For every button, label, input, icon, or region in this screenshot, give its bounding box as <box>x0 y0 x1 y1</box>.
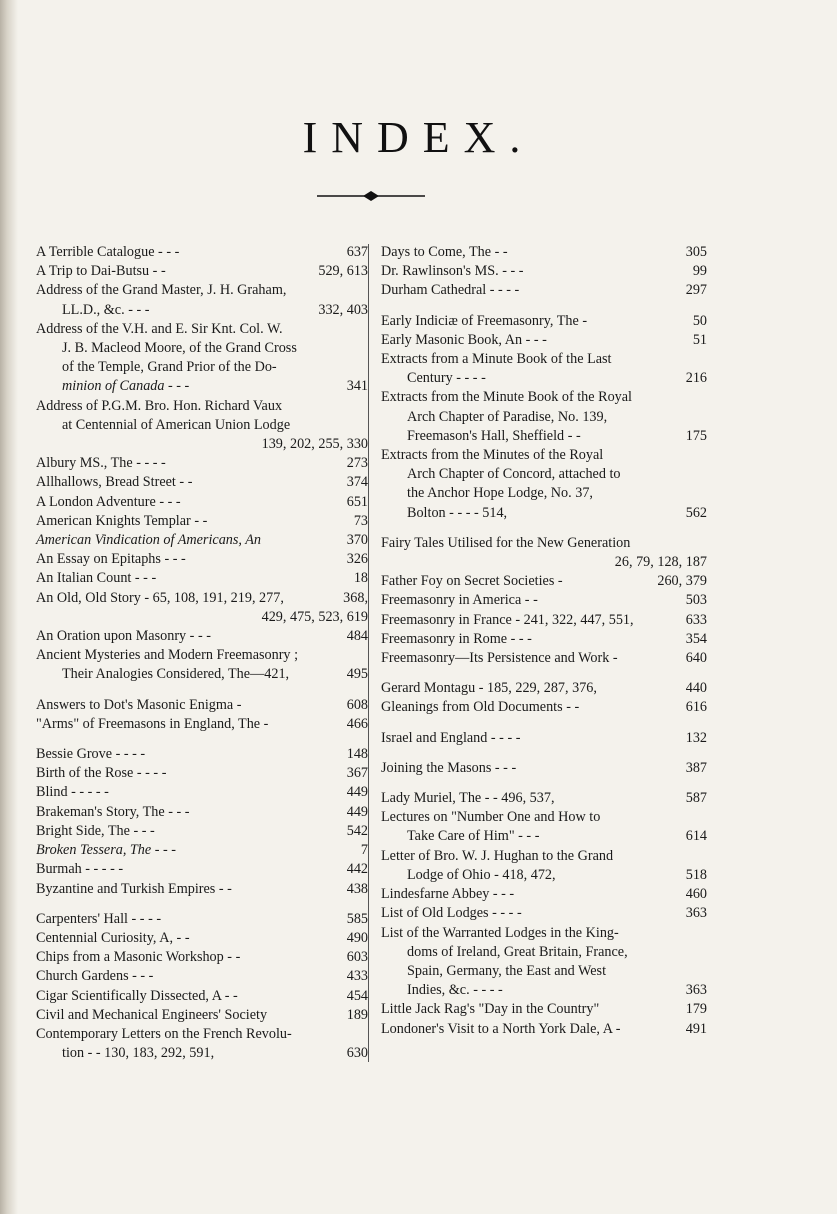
index-entry <box>381 904 707 923</box>
entry-pages <box>701 962 707 981</box>
entry-pages: 603 <box>346 949 368 966</box>
entry-text: Bolton - - - - 514, <box>407 504 508 521</box>
index-entry-line <box>36 929 368 948</box>
entry-pages: 454 <box>346 987 368 1004</box>
entry-pages: 216 <box>685 370 707 387</box>
index-entry-line <box>36 569 368 588</box>
index-entry-line <box>381 388 707 407</box>
index-entry-line <box>36 987 368 1006</box>
index-entry-line <box>36 745 368 764</box>
index-entry-line <box>381 369 707 388</box>
index-entry <box>381 572 707 591</box>
entry-pages: 363 <box>685 905 707 922</box>
binding-shadow <box>0 0 18 1214</box>
index-entry-line <box>36 948 368 967</box>
entry-pages: 132 <box>685 729 707 746</box>
entry-text: Carpenters' Hall - - - - <box>36 910 162 927</box>
entry-pages: 370 <box>346 532 368 549</box>
entry-pages <box>701 808 707 827</box>
entry-text: Durham Cathedral - - - - <box>381 282 520 299</box>
entry-pages: 630 <box>346 1045 368 1062</box>
entry-text: Early Masonic Book, An - - - <box>381 331 547 348</box>
index-entry-line <box>381 427 707 446</box>
entry-pages <box>701 924 707 943</box>
entry-pages: 460 <box>685 886 707 903</box>
section-gap <box>36 899 368 910</box>
index-entry <box>381 847 707 885</box>
index-entry-line <box>381 611 707 630</box>
entry-pages: 179 <box>685 1001 707 1018</box>
index-entry-line <box>381 1000 707 1019</box>
index-column-right <box>381 243 707 1039</box>
entry-text: Lectures on "Number One and How to <box>381 809 601 826</box>
entry-text: An Italian Count - - - <box>36 570 157 587</box>
index-entry-line <box>36 696 368 715</box>
entry-pages: 585 <box>346 910 368 927</box>
entry-text: Bright Side, The - - - <box>36 822 155 839</box>
index-entry-line <box>381 484 707 503</box>
entry-pages: 440 <box>685 680 707 697</box>
index-entry-line <box>36 531 368 550</box>
index-entry-line <box>36 646 368 665</box>
entry-text: Blind - - - - - <box>36 784 109 801</box>
index-entry-line <box>36 473 368 492</box>
index-entry <box>381 262 707 281</box>
index-entry <box>36 803 368 822</box>
index-entry <box>36 627 368 646</box>
index-entry-line <box>36 783 368 802</box>
index-entry <box>36 589 368 627</box>
index-entry <box>381 808 707 846</box>
entry-pages <box>701 465 707 484</box>
index-entry <box>36 1006 368 1025</box>
index-entry <box>36 493 368 512</box>
entry-text: Extracts from the Minutes of the Royal <box>381 447 604 464</box>
index-entry-line <box>36 665 368 684</box>
index-entry-line <box>381 553 707 572</box>
page-title: INDEX. <box>302 113 535 162</box>
index-entry-line <box>381 827 707 846</box>
index-entry <box>36 929 368 948</box>
entry-text: Letter of Bro. W. J. Hughan to the Grand <box>381 847 614 864</box>
entry-text: Church Gardens - - - <box>36 968 154 985</box>
index-entry-line <box>381 866 707 885</box>
entry-pages: 562 <box>685 504 707 521</box>
index-entry <box>381 312 707 331</box>
index-entry <box>36 880 368 899</box>
entry-text: Birth of the Rose - - - - <box>36 765 167 782</box>
entry-pages: 449 <box>346 803 368 820</box>
index-entry-line <box>381 591 707 610</box>
entry-pages: 637 <box>346 244 368 260</box>
entry-pages: 139, 202, 255, 330 <box>261 436 368 453</box>
index-entry-line <box>381 698 707 717</box>
section-gap <box>381 523 707 534</box>
index-entry <box>381 331 707 350</box>
index-entry <box>36 531 368 550</box>
entry-pages: 449 <box>346 784 368 801</box>
entry-pages <box>701 446 707 465</box>
index-entry <box>36 841 368 860</box>
entry-pages: 616 <box>685 699 707 716</box>
index-entry-line <box>381 630 707 649</box>
entry-pages: 503 <box>685 592 707 609</box>
index-entry <box>36 262 368 281</box>
index-entry <box>36 512 368 531</box>
entry-text: doms of Ireland, Great Britain, France, <box>407 943 628 960</box>
entry-pages: 332, 403 <box>318 301 368 318</box>
index-entry-line <box>381 789 707 808</box>
index-entry <box>381 924 707 1001</box>
index-entry-line <box>36 803 368 822</box>
entry-text: List of Old Lodges - - - - <box>381 905 522 922</box>
index-entry-line <box>381 262 707 281</box>
entry-pages: 363 <box>685 982 707 999</box>
entry-pages <box>701 484 707 503</box>
index-entry-line <box>381 729 707 748</box>
index-entry-line <box>36 339 368 358</box>
index-entry <box>36 550 368 569</box>
entry-text: American Knights Templar - - <box>36 512 208 529</box>
entry-text: Take Care of Him" - - - <box>407 828 540 845</box>
entry-pages: 429, 475, 523, 619 <box>261 608 368 625</box>
index-entry-line <box>381 465 707 484</box>
index-entry-line <box>36 860 368 879</box>
entry-pages: 614 <box>685 828 707 845</box>
entry-text: of the Temple, Grand Prior of the Do- <box>62 359 277 376</box>
index-entry-line <box>381 981 707 1000</box>
entry-text: An Oration upon Masonry - - - <box>36 628 211 645</box>
column-divider <box>368 244 369 1062</box>
entry-pages <box>701 534 707 553</box>
entry-pages: 7 <box>360 842 368 859</box>
entry-text: Their Analogies Considered, The—421, <box>62 666 290 683</box>
index-entry-line <box>36 435 368 454</box>
entry-pages: 490 <box>346 929 368 946</box>
entry-text: Lindesfarne Abbey - - - <box>381 886 515 903</box>
entry-pages: 305 <box>685 244 707 260</box>
entry-text: Father Foy on Secret Societies - <box>381 573 563 590</box>
index-entry-line <box>36 841 368 860</box>
section-gap <box>381 301 707 312</box>
index-entry-line <box>381 572 707 591</box>
index-entry-line <box>36 1006 368 1025</box>
index-entry-line <box>36 320 368 339</box>
entry-text: Cigar Scientifically Dissected, A - - <box>36 987 238 1004</box>
entry-pages: 273 <box>346 455 368 472</box>
entry-text: minion of Canada - - - <box>62 378 190 395</box>
section-gap <box>381 748 707 759</box>
entry-pages: 608 <box>346 696 368 713</box>
entry-text: Extracts from a Minute Book of the Last <box>381 351 612 368</box>
index-entry <box>381 591 707 610</box>
entry-text: Bessie Grove - - - - <box>36 746 146 763</box>
entry-text: A Trip to Dai-Butsu - - <box>36 263 166 280</box>
entry-text: Allhallows, Bread Street - - <box>36 474 193 491</box>
section-gap <box>381 718 707 729</box>
entry-text: Early Indiciæ of Freemasonry, The - <box>381 312 588 329</box>
index-entry <box>381 1000 707 1019</box>
entry-text: Address of the Grand Master, J. H. Graham, <box>36 282 287 299</box>
entry-text: Contemporary Letters on the French Revolu- <box>36 1025 292 1042</box>
entry-pages: 175 <box>685 427 707 444</box>
index-entry-line <box>36 589 368 608</box>
entry-text: A Terrible Catalogue - - - <box>36 244 180 260</box>
index-entry-line <box>36 764 368 783</box>
index-entry <box>381 885 707 904</box>
index-entry-line <box>381 679 707 698</box>
index-entry <box>381 611 707 630</box>
entry-text: Spain, Germany, the East and West <box>407 962 607 979</box>
entry-text: An Old, Old Story - 65, 108, 191, 219, 277, <box>36 589 284 606</box>
index-entry <box>381 630 707 649</box>
entry-text: Byzantine and Turkish Empires - - <box>36 880 232 897</box>
entry-text: Little Jack Rag's "Day in the Country" <box>381 1001 600 1018</box>
index-entry-line <box>381 331 707 350</box>
index-entry-line <box>381 649 707 668</box>
entry-text: Londoner's Visit to a North York Dale, A - <box>381 1020 621 1037</box>
index-entry <box>36 764 368 783</box>
index-entry <box>36 822 368 841</box>
entry-text: Israel and England - - - - <box>381 729 521 746</box>
index-entry <box>36 715 368 734</box>
index-entry <box>36 783 368 802</box>
index-entry <box>381 446 707 523</box>
entry-text: the Anchor Hope Lodge, No. 37, <box>407 485 593 502</box>
index-entry <box>36 281 368 319</box>
entry-pages: 326 <box>346 551 368 568</box>
index-entry <box>381 243 707 262</box>
entry-text: Fairy Tales Utilised for the New Generation <box>381 534 631 551</box>
index-entry <box>36 948 368 967</box>
entry-pages: 495 <box>346 666 368 683</box>
entry-pages: 50 <box>692 312 707 329</box>
index-entry-line <box>36 493 368 512</box>
index-entry-line <box>36 967 368 986</box>
entry-pages <box>701 408 707 427</box>
entry-text: Centennial Curiosity, A, - - <box>36 929 190 946</box>
entry-pages: 51 <box>692 331 707 348</box>
entry-text: LL.D., &c. - - - <box>62 301 150 318</box>
entry-pages: 367 <box>346 765 368 782</box>
index-entry <box>36 987 368 1006</box>
entry-text: Gleanings from Old Documents - - <box>381 699 580 716</box>
entry-text: "Arms" of Freemasons in England, The - <box>36 715 269 732</box>
index-entry-line <box>381 446 707 465</box>
index-entry-line <box>36 512 368 531</box>
index-entry-line <box>381 408 707 427</box>
entry-pages: 466 <box>346 715 368 732</box>
index-entry <box>36 860 368 879</box>
entry-text: Ancient Mysteries and Modern Freemasonry ; <box>36 647 299 664</box>
entry-text: Arch Chapter of Paradise, No. 139, <box>407 408 608 425</box>
index-entry <box>381 759 707 778</box>
index-entry-line <box>36 377 368 396</box>
index-entry-line <box>381 885 707 904</box>
entry-pages: 484 <box>346 628 368 645</box>
entry-text: Chips from a Masonic Workshop - - <box>36 949 241 966</box>
index-entry-line <box>36 454 368 473</box>
entry-pages: 73 <box>353 512 368 529</box>
index-entry-line <box>36 550 368 569</box>
index-entry <box>36 569 368 588</box>
entry-text: Freemasonry in America - - <box>381 592 538 609</box>
entry-pages: 368, <box>343 589 368 606</box>
entry-text: Lodge of Ohio - 418, 472, <box>407 866 556 883</box>
entry-pages <box>701 943 707 962</box>
index-entry-line <box>36 416 368 435</box>
entry-pages: 587 <box>685 790 707 807</box>
index-entry <box>36 1025 368 1063</box>
index-entry-line <box>36 243 368 262</box>
entry-pages: 442 <box>346 861 368 878</box>
index-entry <box>36 320 368 397</box>
index-entry-line <box>381 312 707 331</box>
index-entry <box>381 350 707 388</box>
entry-text: Address of the V.H. and E. Sir Knt. Col. W. <box>36 320 283 337</box>
entry-pages: 148 <box>346 746 368 763</box>
index-entry-line <box>381 808 707 827</box>
index-entry <box>381 729 707 748</box>
entry-pages <box>701 350 707 369</box>
index-entry-line <box>36 397 368 416</box>
entry-pages: 189 <box>346 1006 368 1023</box>
entry-pages: 640 <box>685 650 707 667</box>
entry-text: Dr. Rawlinson's MS. - - - <box>381 263 524 280</box>
entry-text: Freemasonry in France - 241, 322, 447, 551, <box>381 611 634 628</box>
index-entry <box>36 745 368 764</box>
entry-text: Answers to Dot's Masonic Enigma - <box>36 696 242 713</box>
entry-text: List of the Warranted Lodges in the King- <box>381 924 619 941</box>
index-entry <box>36 454 368 473</box>
index-entry <box>36 473 368 492</box>
entry-pages: 633 <box>685 611 707 628</box>
entry-pages: 297 <box>685 282 707 299</box>
index-entry-line <box>36 880 368 899</box>
section-gap <box>381 668 707 679</box>
entry-text: Albury MS., The - - - - <box>36 455 166 472</box>
index-entry-line <box>381 243 707 262</box>
entry-text: Gerard Montagu - 185, 229, 287, 376, <box>381 680 597 697</box>
index-entry-line <box>381 962 707 981</box>
index-entry-line <box>36 301 368 320</box>
index-entry-line <box>36 715 368 734</box>
entry-text: tion - - 130, 183, 292, 591, <box>62 1045 215 1062</box>
entry-pages: 18 <box>353 570 368 587</box>
entry-text: A London Adventure - - - <box>36 493 181 510</box>
entry-text: J. B. Macleod Moore, of the Grand Cross <box>62 340 297 357</box>
index-entry <box>381 1020 707 1039</box>
index-entry-line <box>381 904 707 923</box>
entry-text: Burmah - - - - - <box>36 861 124 878</box>
index-entry-line <box>36 608 368 627</box>
index-entry-line <box>381 943 707 962</box>
index-entry-line <box>36 1025 368 1044</box>
index-entry-line <box>381 281 707 300</box>
entry-pages: 260, 379 <box>657 573 707 590</box>
entry-pages: 99 <box>692 263 707 280</box>
entry-text: Freemasonry in Rome - - - <box>381 630 532 647</box>
entry-text: Brakeman's Story, The - - - <box>36 803 190 820</box>
index-entry-line <box>381 924 707 943</box>
entry-text: Civil and Mechanical Engineers' Society <box>36 1006 268 1023</box>
index-entry <box>381 679 707 698</box>
entry-pages: 26, 79, 128, 187 <box>614 554 707 571</box>
index-entry <box>381 534 707 572</box>
section-gap <box>381 778 707 789</box>
entry-text: American Vindication of Americans, An <box>36 532 261 549</box>
index-entry-line <box>381 1020 707 1039</box>
index-entry-line <box>36 281 368 300</box>
index-entry-line <box>36 1044 368 1063</box>
entry-text: Extracts from the Minute Book of the Royal <box>381 389 632 406</box>
index-entry <box>381 789 707 808</box>
index-entry <box>381 649 707 668</box>
index-entry-line <box>36 910 368 929</box>
divider-ornament-icon <box>311 188 431 204</box>
index-entry <box>381 698 707 717</box>
index-entry <box>36 397 368 455</box>
index-entry <box>36 243 368 262</box>
entry-text: Arch Chapter of Concord, attached to <box>407 466 621 483</box>
entry-pages <box>701 388 707 407</box>
entry-text: Freemasonry—Its Persistence and Work - <box>381 650 618 667</box>
index-entry <box>381 281 707 300</box>
index-entry-line <box>381 534 707 553</box>
entry-pages: 651 <box>346 493 368 510</box>
index-entry <box>36 646 368 684</box>
index-entry-line <box>381 759 707 778</box>
section-gap <box>36 734 368 745</box>
section-gap <box>36 685 368 696</box>
entry-pages: 341 <box>346 378 368 395</box>
entry-pages: 374 <box>346 474 368 491</box>
entry-text: Joining the Masons - - - <box>381 759 517 776</box>
entry-pages: 438 <box>346 880 368 897</box>
index-entry-line <box>381 504 707 523</box>
entry-text: Indies, &c. - - - - <box>407 982 503 999</box>
index-entry <box>381 388 707 446</box>
entry-text: Lady Muriel, The - - 496, 537, <box>381 790 555 807</box>
entry-pages: 491 <box>685 1020 707 1037</box>
index-entry-line <box>36 822 368 841</box>
index-column-left <box>36 243 368 1063</box>
index-entry-line <box>36 262 368 281</box>
index-entry-line <box>381 350 707 369</box>
entry-text: at Centennial of American Union Lodge <box>62 416 291 433</box>
entry-pages: 542 <box>346 822 368 839</box>
index-entry-line <box>36 627 368 646</box>
entry-pages: 518 <box>685 866 707 883</box>
index-entry <box>36 696 368 715</box>
entry-pages: 433 <box>346 968 368 985</box>
entry-pages <box>701 847 707 866</box>
entry-pages: 387 <box>685 759 707 776</box>
entry-text: An Essay on Epitaphs - - - <box>36 551 186 568</box>
entry-text: Freemason's Hall, Sheffield - - <box>407 427 581 444</box>
index-entry-line <box>36 358 368 377</box>
entry-text: Address of P.G.M. Bro. Hon. Richard Vaux <box>36 397 283 414</box>
index-entry <box>36 910 368 929</box>
index-entry-line <box>381 847 707 866</box>
entry-pages: 354 <box>685 630 707 647</box>
entry-text: Century - - - - <box>407 370 486 387</box>
entry-pages: 529, 613 <box>318 263 368 280</box>
index-entry <box>36 967 368 986</box>
entry-text: Days to Come, The - - <box>381 244 508 260</box>
entry-text: Broken Tessera, The - - - <box>36 842 177 859</box>
